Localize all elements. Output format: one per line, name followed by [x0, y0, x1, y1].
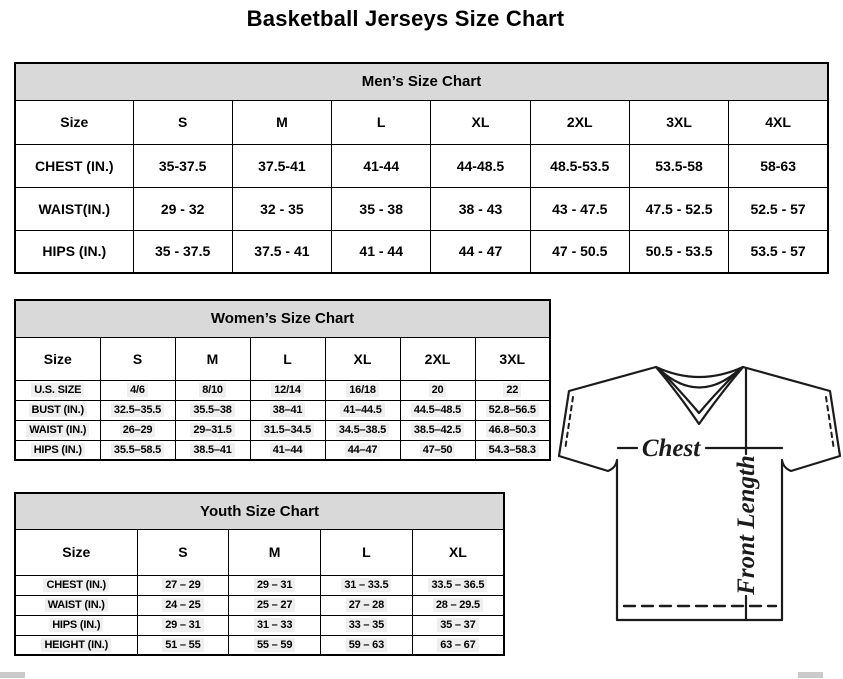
size-value-cell: 12/14 — [250, 380, 325, 400]
table-row — [15, 420, 550, 440]
size-value-cell: 55 – 59 — [229, 635, 321, 655]
size-value-cell: 53.5-58 — [629, 144, 728, 187]
row-label: BUST (IN.) — [15, 400, 100, 420]
size-value-cell: 16/18 — [325, 380, 400, 400]
size-value-cell: 27 – 28 — [321, 595, 413, 615]
size-value-cell: 31 – 33.5 — [321, 575, 413, 595]
size-value-cell: 22 — [475, 380, 550, 400]
size-value-cell: 46.8–50.3 — [475, 420, 550, 440]
womens-size-chart-table — [14, 299, 551, 461]
column-header: XL — [412, 529, 504, 575]
table-title: Women’s Size Chart — [15, 300, 550, 337]
size-value-cell: 50.5 - 53.5 — [629, 230, 728, 273]
jersey-body-outline — [559, 367, 840, 620]
table-row — [15, 400, 550, 420]
column-header-row — [15, 529, 504, 575]
size-value-cell: 35.5–58.5 — [100, 440, 175, 460]
size-value-cell: 32 - 35 — [232, 187, 331, 230]
size-value-cell: 35 - 37.5 — [133, 230, 232, 273]
column-header: L — [250, 337, 325, 380]
column-header-row — [15, 337, 550, 380]
size-value-cell: 53.5 - 57 — [729, 230, 828, 273]
column-header: S — [100, 337, 175, 380]
table-row — [15, 187, 828, 230]
size-value-cell: 25 – 27 — [229, 595, 321, 615]
row-label: U.S. SIZE — [15, 380, 100, 400]
column-header: L — [332, 100, 431, 144]
size-value-cell: 35 – 37 — [412, 615, 504, 635]
table-row — [15, 615, 504, 635]
size-value-cell: 29 – 31 — [137, 615, 229, 635]
size-value-cell: 38.5–41 — [175, 440, 250, 460]
size-value-cell: 41 - 44 — [332, 230, 431, 273]
size-value-cell: 31.5–34.5 — [250, 420, 325, 440]
row-label: HIPS (IN.) — [15, 440, 100, 460]
size-value-cell: 24 – 25 — [137, 595, 229, 615]
size-value-cell: 28 – 29.5 — [412, 595, 504, 615]
column-header: XL — [431, 100, 530, 144]
size-value-cell: 37.5 - 41 — [232, 230, 331, 273]
size-value-cell: 29 - 32 — [133, 187, 232, 230]
column-header: 3XL — [629, 100, 728, 144]
table-row — [15, 230, 828, 273]
vneck-outer — [656, 367, 743, 424]
scrollbar-fragment-left — [0, 672, 25, 678]
table-title-row — [15, 300, 550, 337]
row-label: WAIST(IN.) — [15, 187, 133, 230]
size-value-cell: 52.8–56.5 — [475, 400, 550, 420]
table-title: Youth Size Chart — [15, 493, 504, 529]
size-value-cell: 41–44.5 — [325, 400, 400, 420]
row-label: WAIST (IN.) — [15, 595, 137, 615]
size-value-cell: 38 - 43 — [431, 187, 530, 230]
collar-arc-outer — [656, 367, 743, 377]
size-value-cell: 47 - 50.5 — [530, 230, 629, 273]
row-label: HIPS (IN.) — [15, 615, 137, 635]
size-value-cell: 38.5–42.5 — [400, 420, 475, 440]
size-value-cell: 41–44 — [250, 440, 325, 460]
size-value-cell: 47–50 — [400, 440, 475, 460]
page-title: Basketball Jerseys Size Chart — [246, 6, 565, 31]
size-value-cell: 58-63 — [729, 144, 828, 187]
size-value-cell: 34.5–38.5 — [325, 420, 400, 440]
column-header: 2XL — [530, 100, 629, 144]
table-row — [15, 380, 550, 400]
size-value-cell: 35-37.5 — [133, 144, 232, 187]
table-row — [15, 440, 550, 460]
size-value-cell: 29–31.5 — [175, 420, 250, 440]
size-value-cell: 20 — [400, 380, 475, 400]
mens-size-chart-table — [14, 62, 829, 274]
jersey-outline-svg — [556, 360, 843, 630]
row-label: CHEST (IN.) — [15, 144, 133, 187]
column-header-row — [15, 100, 828, 144]
size-value-cell: 26–29 — [100, 420, 175, 440]
table-title: Men’s Size Chart — [15, 63, 828, 100]
size-value-cell: 31 – 33 — [229, 615, 321, 635]
size-value-cell: 27 – 29 — [137, 575, 229, 595]
column-header: Size — [15, 337, 100, 380]
size-value-cell: 4/6 — [100, 380, 175, 400]
table-row — [15, 595, 504, 615]
size-value-cell: 44.5–48.5 — [400, 400, 475, 420]
size-value-cell: 43 - 47.5 — [530, 187, 629, 230]
size-value-cell: 48.5-53.5 — [530, 144, 629, 187]
size-value-cell: 47.5 - 52.5 — [629, 187, 728, 230]
row-label: CHEST (IN.) — [15, 575, 137, 595]
table-row — [15, 575, 504, 595]
row-label: HEIGHT (IN.) — [15, 635, 137, 655]
jersey-diagram — [556, 360, 843, 630]
size-value-cell: 33 – 35 — [321, 615, 413, 635]
size-value-cell: 35.5–38 — [175, 400, 250, 420]
size-value-cell: 63 – 67 — [412, 635, 504, 655]
size-value-cell: 41-44 — [332, 144, 431, 187]
column-header: Size — [15, 100, 133, 144]
column-header: S — [133, 100, 232, 144]
size-value-cell: 44 - 47 — [431, 230, 530, 273]
column-header: XL — [325, 337, 400, 380]
table-title-row — [15, 493, 504, 529]
size-value-cell: 38–41 — [250, 400, 325, 420]
table-row — [15, 144, 828, 187]
scrollbar-fragment-right — [798, 672, 823, 678]
front-length-label: Front Length — [733, 455, 760, 595]
youth-size-chart-table — [14, 492, 505, 656]
size-value-cell: 59 – 63 — [321, 635, 413, 655]
size-value-cell: 44-48.5 — [431, 144, 530, 187]
column-header: 4XL — [729, 100, 828, 144]
column-header: M — [229, 529, 321, 575]
size-value-cell: 29 – 31 — [229, 575, 321, 595]
column-header: L — [321, 529, 413, 575]
size-value-cell: 32.5–35.5 — [100, 400, 175, 420]
size-value-cell: 54.3–58.3 — [475, 440, 550, 460]
size-value-cell: 35 - 38 — [332, 187, 431, 230]
size-value-cell: 44–47 — [325, 440, 400, 460]
chest-label: Chest — [641, 435, 701, 462]
size-value-cell: 51 – 55 — [137, 635, 229, 655]
column-header: M — [232, 100, 331, 144]
column-header: 3XL — [475, 337, 550, 380]
size-value-cell: 8/10 — [175, 380, 250, 400]
table-title-row — [15, 63, 828, 100]
column-header: 2XL — [400, 337, 475, 380]
column-header: Size — [15, 529, 137, 575]
table-row — [15, 635, 504, 655]
row-label: HIPS (IN.) — [15, 230, 133, 273]
size-value-cell: 52.5 - 57 — [729, 187, 828, 230]
size-value-cell: 37.5-41 — [232, 144, 331, 187]
size-value-cell: 33.5 – 36.5 — [412, 575, 504, 595]
row-label: WAIST (IN.) — [15, 420, 100, 440]
column-header: M — [175, 337, 250, 380]
column-header: S — [137, 529, 229, 575]
